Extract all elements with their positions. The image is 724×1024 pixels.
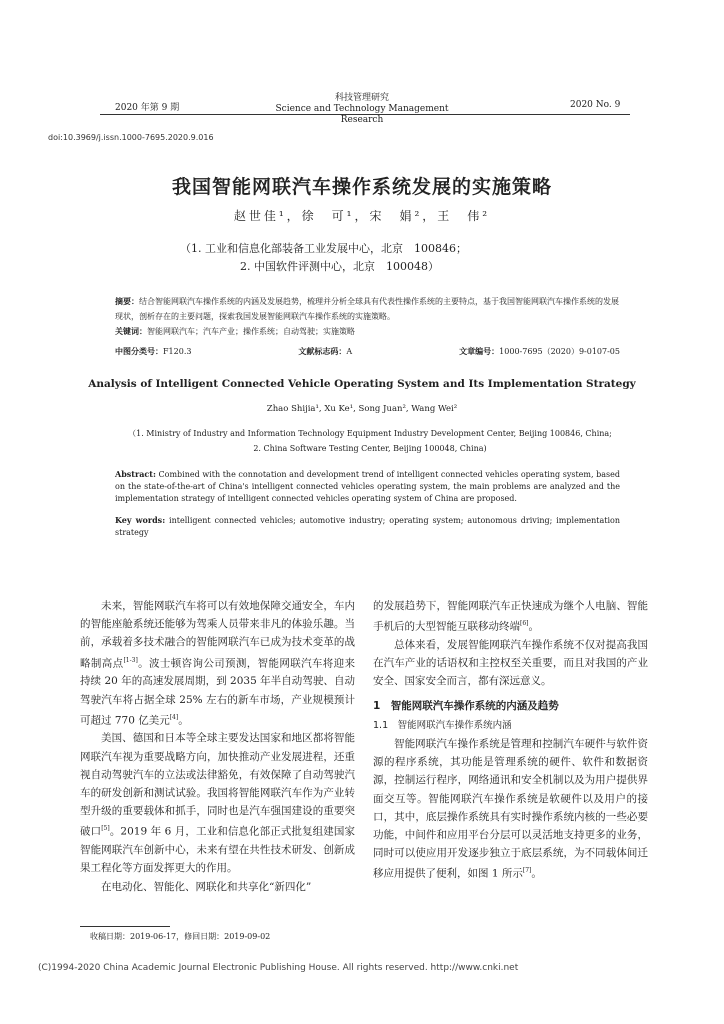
affiliation-cn-1: （1. 工业和信息化部装备工业发展中心，北京 100846； xyxy=(180,242,467,255)
section-heading-1: 1 智能网联汽车操作系统的内涵及趋势 xyxy=(373,699,559,712)
subsection-heading-1-1: 1.1 智能网联汽车操作系统内涵 xyxy=(373,719,512,731)
keywords-en xyxy=(115,514,620,539)
journal-header xyxy=(262,93,462,126)
body-column-right xyxy=(373,597,648,883)
header-rule xyxy=(100,114,630,115)
keywords-en-text: intelligent connected vehicles; automotive industry; operating system; autonomous driving; implementation strategy xyxy=(115,516,620,537)
authors-cn: 赵世佳¹，徐 可¹，宋 娟²，王 伟² xyxy=(233,209,491,223)
journal-name-en: Science and Technology Management Research xyxy=(275,104,449,125)
body-paragraph: 的发展趋势下，智能网联汽车正快速成为继个人电脑、智能手机后的大型智能互联移动终端[6]。 xyxy=(373,600,648,633)
abstract-cn-text: 结合智能网联汽车操作系统的内涵及发展趋势，梳理并分析全球具有代表性操作系统的主要特点，基于我国智能网联汽车操作系统的发展现状，剖析存在的主要问题，探索我国发展智能网联汽车操作系统的实施策略。 xyxy=(115,297,619,321)
clc-label: 中图分类号： xyxy=(115,346,163,356)
footnote-rule xyxy=(80,926,170,927)
body-paragraph: 在电动化、智能化、网联化和共享化“新四化” xyxy=(101,880,312,893)
affiliations-en xyxy=(110,426,630,456)
affiliation-en-1: （1. Ministry of Industry and Information Technology Equipment Industry Development Center, Beijing 100846, China; xyxy=(128,429,612,438)
abstract-en-label: Abstract: xyxy=(115,469,156,479)
classification-line xyxy=(115,346,620,357)
article-number: 1000-7695（2020）9-0107-05 xyxy=(499,347,620,356)
citation: [6] xyxy=(520,620,529,628)
title-cn: 我国智能网联汽车操作系统发展的实施策略 xyxy=(171,176,552,198)
clc-code: F120.3 xyxy=(163,347,192,356)
issue-left: 2020 年第 9 期 xyxy=(115,103,180,113)
affiliation-en-2: 2. China Software Testing Center, Beijing 100048, China) xyxy=(253,444,487,453)
affiliations-cn xyxy=(180,240,580,276)
citation: [7] xyxy=(522,867,532,875)
abstract-cn-label: 摘要： xyxy=(115,296,139,306)
copyright-line: (C)1994-2020 China Academic Journal Electronic Publishing House. All rights reserved. http://www.cnki.net xyxy=(38,963,519,973)
authors-en: Zhao Shijia¹, Xu Ke¹, Song Juan², Wang Wei² xyxy=(266,404,458,414)
keywords-en-label: Key words: xyxy=(115,515,166,525)
body-paragraph: 美国、德国和日本等全球主要发达国家和地区都将智能网联汽车视为重要战略方向，加快推动产业发展进程，还重视自动驾驶汽车的立法或法律豁免，有效保障了自动驾驶汽车的研发创新和测试试验。我国将智能网联汽车作为产业转型升级的重要载体和抓手，同时也是汽车强国建设的重要突破口[5]。2019 年 6 月，工业和信息化部正式批复组建国家智能网联汽车创新中心，未来有望在共性技术研发、创新成果工程化等方面发挥更大的作用。 xyxy=(80,732,355,875)
body-paragraph: 智能网联汽车操作系统是管理和控制汽车硬件与软件资源的程序系统，其功能是管理系统的硬件、软件和数据资源，控制运行程序，网络通讯和安全机制以及为用户提供界面交互等。智能网联汽车操作系统是软硬件以及用户的接口，其中，底层操作系统具有实时操作系统内核的一些必要功能，中间件和应用平台分层可以灵活地支持更多的业务，同时可以使应用开发逐步独立于底层系统，为不同载体间迁移应用提供了便利，如图 1 所示[7]。 xyxy=(373,737,648,880)
body-column-left xyxy=(80,597,355,896)
abstract-en-text: Combined with the connotation and development trend of intelligent connected vehicles operating system, based on the state-of-the-art of China's intelligent connected vehicles operating system, the main problems are analyzed and the implementation strategy of intelligent connected vehicles operating system of China are proposed. xyxy=(115,470,620,503)
article-label: 文章编号： xyxy=(459,346,500,356)
body-paragraph: 总体来看，发展智能网联汽车操作系统不仅对提高我国在汽车产业的话语权和主控权至关重要，而且对我国的产业安全、国家安全而言，都有深远意义。 xyxy=(373,638,648,688)
affiliation-cn-2: 2. 中国软件评测中心，北京 100048） xyxy=(240,260,439,273)
abstract-en xyxy=(115,468,620,505)
journal-name-cn: 科技管理研究 xyxy=(334,93,389,103)
footnote-dates: 收稿日期：2019-06-17，修回日期：2019-09-02 xyxy=(90,932,271,941)
keywords-cn-label: 关键词： xyxy=(115,326,147,336)
citation: [5] xyxy=(101,825,110,833)
doi: doi:10.3969/j.issn.1000-7695.2020.9.016 xyxy=(48,133,214,142)
doc-code: A xyxy=(346,347,353,356)
doc-label: 文献标志码： xyxy=(298,346,347,356)
citation: [4] xyxy=(169,713,179,721)
abstract-cn xyxy=(115,294,620,339)
keywords-cn-text: 智能网联汽车；汽车产业；操作系统；自动驾驶；实施策略 xyxy=(147,327,355,336)
body-paragraph: 未来，智能网联汽车将可以有效地保障交通安全，车内的智能座舱系统还能够为驾乘人员带来非凡的体验乐趣。当前，承载着多技术融合的智能网联汽车已成为技术变革的战略制高点[1-3]。波士顿咨询公司预测，智能网联汽车将迎来持续 20 年的高速发展周期，到 2035 年半自动驾驶、自动驾驶汽车将占据全球 25% 左右的新车市场，产业规模预计可超过 770 亿美元[4]。 xyxy=(80,600,356,727)
issue-right: 2020 No. 9 xyxy=(570,100,621,110)
title-en: Analysis of Intelligent Connected Vehicle Operating System and Its Implementation Strategy xyxy=(88,378,636,390)
citation: [1-3] xyxy=(123,656,138,664)
